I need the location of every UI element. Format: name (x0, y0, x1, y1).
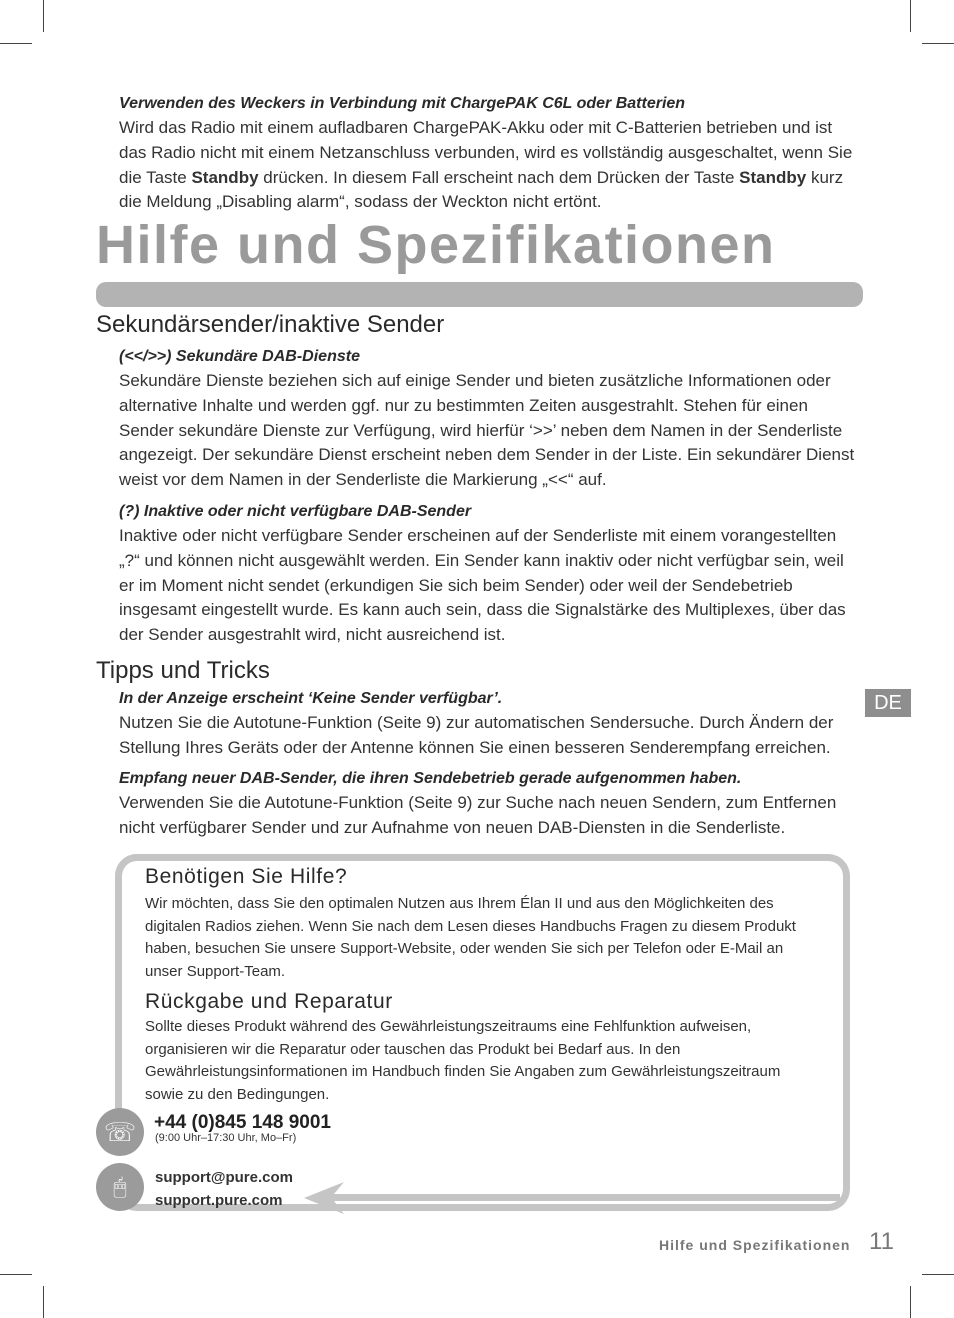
intro-paragraph (119, 116, 864, 215)
tip-no-stations-block (119, 687, 859, 761)
crop-mark (43, 1286, 44, 1318)
crop-mark (0, 1274, 32, 1275)
standby-key-label: Standby (191, 167, 259, 187)
inactive-stations-block (119, 500, 859, 648)
intro-text-part: Wird das Radio mit einem aufladbaren ChargePAK-Akku oder mit C-Batterien betrieben und ist das Radio nicht mit einem Netzanschluss verbunden, wird es vollständig ausgeschaltet, wenn Sie die Taste (119, 118, 853, 187)
subheading: (?) Inaktive oder nicht verfügbare DAB-Sender (119, 503, 472, 520)
crop-mark (922, 1274, 954, 1275)
page-title: Hilfe und Spezifikationen (96, 215, 776, 275)
help-text: Wir möchten, dass Sie den optimalen Nutzen aus Ihrem Élan II und aus den Möglichkeiten des digitalen Radios ziehen. Wenn Sie nach dem Lesen dieses Handbuchs Fragen zu diesem Produkt haben, besuchen Sie unsere Support-Website, oder wenden Sie sich per Telefon oder E-Mail an unser Support-Team. (145, 895, 796, 980)
tip-new-stations-block (119, 767, 859, 841)
footer-section-name: Hilfe und Spezifikationen (659, 1237, 851, 1253)
crop-mark (0, 43, 32, 44)
phone-icon: ☏ (96, 1108, 144, 1156)
crop-mark (910, 0, 911, 32)
intro-heading: Verwenden des Weckers in Verbindung mit ChargePAK C6L oder Batterien (119, 95, 686, 112)
intro-text-part: kurz die Meldung „Disabling alarm“, sodass der Weckton nicht ertönt. (119, 167, 844, 212)
mouse-icon: 🖱 (96, 1163, 144, 1211)
return-heading: Rückgabe und Reparatur (145, 990, 393, 1013)
intro-section (119, 92, 864, 215)
paragraph: Sekundäre Dienste beziehen sich auf einige Sender und bieten zusätzliche Informationen oder alternative Inhalte und werden ggf. nur zu bestimmten Zeiten ausgestrahlt. Stehen für einen Sender sekundäre Dienste zur Verfügung, wird hierfür ‘>>’ neben dem Namen in der Senderliste angezeigt. Der sekundäre Dienst erscheint neben dem Sender in der Liste. Ein sekundärer Dienst weist vor dem Namen in der Senderliste die Markierung „<<“ auf. (119, 371, 855, 490)
paragraph: Verwenden Sie die Autotune-Funktion (Seite 9) zur Suche nach neuen Sendern, zum Entfernen nicht verfügbarer Sender und zur Aufnahme von neuen DAB-Diensten in die Senderliste. (119, 793, 837, 837)
language-tab: DE (865, 689, 911, 717)
help-heading: Benötigen Sie Hilfe? (145, 865, 348, 888)
secondary-services-block (119, 345, 859, 493)
support-phone[interactable]: +44 (0)845 148 9001 (154, 1112, 331, 1133)
crop-mark (43, 0, 44, 32)
crop-mark (922, 43, 954, 44)
arrow-pointer-icon (300, 1180, 845, 1216)
intro-text-part: drücken. In diesem Fall erscheint nach dem Drücken der Taste (258, 167, 740, 187)
return-text: Sollte dieses Produkt während des Gewährleistungszeitraums eine Fehlfunktion aufweisen, organisieren wir die Reparatur oder tauschen das Produkt bei Bedarf aus. In den Gewährleistungsinformationen im Handbuch finden Sie Angaben zum Gewährleistungszeitraum sowie zu den Bedingungen. (145, 1018, 781, 1103)
page-number: 11 (869, 1228, 894, 1255)
support-website[interactable]: support.pure.com (155, 1192, 283, 1209)
subheading: (<</>>) Sekundäre DAB-Dienste (119, 348, 360, 365)
paragraph: Inaktive oder nicht verfügbare Sender erscheinen auf der Senderliste mit einem vorangestellten „?“ und können nicht ausgewählt werden. Ein Sender kann inaktiv oder nicht verfügbar sein, weil er im Moment nicht sendet (erkundigen Sie sich beim Sender) oder weil der Sendebetrieb insgesamt eingestellt wurde. Es kann auch sein, dass die Signalstärke des Multiplexes, über das der Sender ausgestrahlt wird, nicht ausreichend ist. (119, 526, 846, 645)
section-heading-secondary-stations: Sekundärsender/inaktive Sender (96, 311, 445, 338)
help-box-frame-left (115, 854, 146, 1121)
support-hours: (9:00 Uhr–17:30 Uhr, Mo–Fr) (155, 1132, 297, 1144)
paragraph: Nutzen Sie die Autotune-Funktion (Seite 9) zur automatischen Sendersuche. Durch Ändern der Stellung Ihres Geräts oder der Antenne können Sie einen besseren Senderempfang erreichen. (119, 713, 834, 757)
standby-key-label: Standby (739, 167, 807, 187)
section-heading-tips: Tipps und Tricks (96, 657, 270, 684)
title-bar (96, 282, 863, 307)
subheading: In der Anzeige erscheint ‘Keine Sender verfügbar’. (119, 690, 503, 707)
crop-mark (910, 1286, 911, 1318)
support-email[interactable]: support@pure.com (155, 1169, 293, 1186)
subheading: Empfang neuer DAB-Sender, die ihren Sendebetrieb gerade aufgenommen haben. (119, 770, 742, 787)
